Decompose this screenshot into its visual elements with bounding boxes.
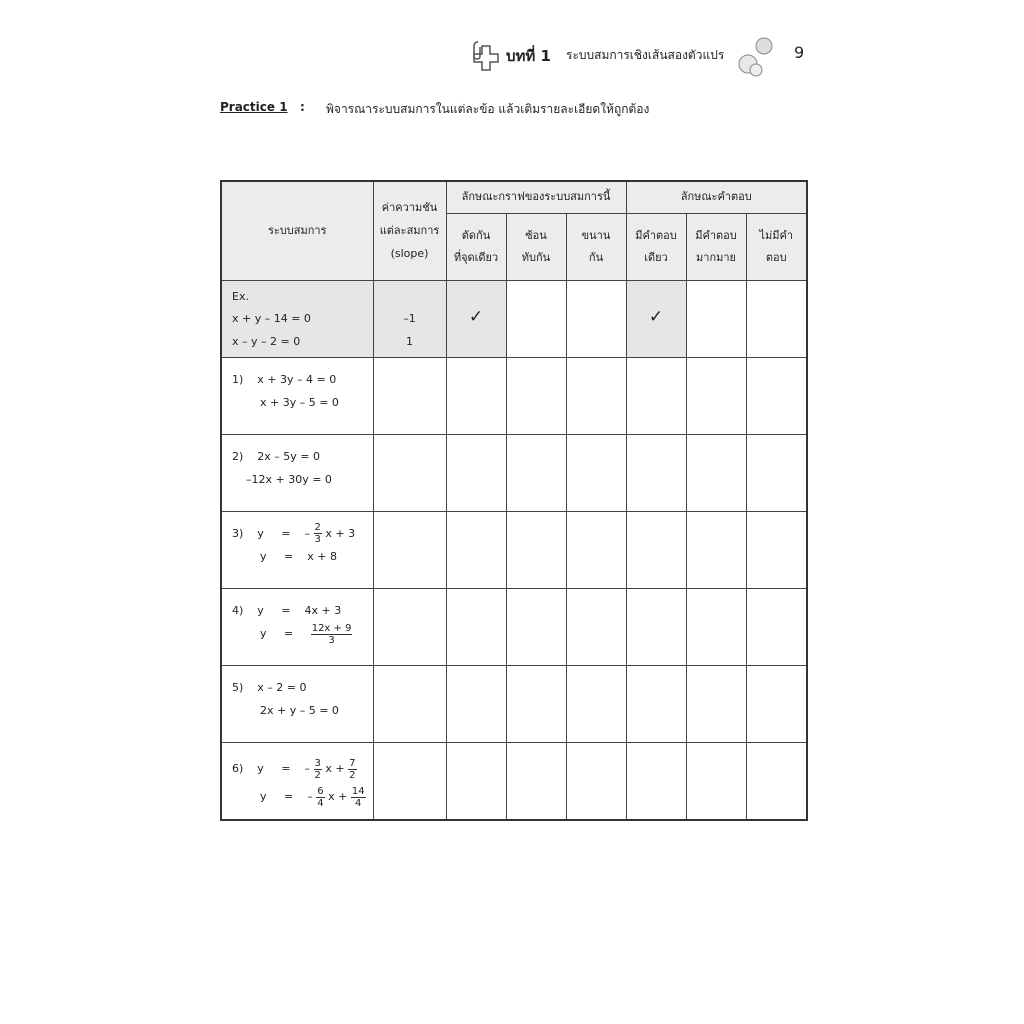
row-4-many[interactable] [686,589,746,666]
row-2-one[interactable] [626,434,686,511]
row-4-equations: 4) y = 4x + 3 y = $\frac{12x + 9}{3}$ [221,589,373,666]
header-many-solutions: มีคำตอบ มากมาย [686,213,746,280]
fraction: $\frac{12x + 9}{3}$ [311,622,352,646]
row-3-many[interactable] [686,511,746,588]
practice-heading [220,100,650,116]
table-row [221,589,807,666]
row-1-many[interactable] [686,357,746,434]
row-2-intersect[interactable] [446,434,506,511]
row-6-intersect[interactable] [446,743,506,820]
example-cell-overlap[interactable] [506,280,566,357]
row-3-slope[interactable] [373,511,446,588]
header-no-solution: ไม่มีคำ ตอบ [746,213,807,280]
practice-table [220,180,808,821]
row-6-parallel[interactable] [566,743,626,820]
example-check-one-solution: ✓ [626,280,686,357]
row-5-slope[interactable] [373,666,446,743]
page-number: 9 [794,43,805,62]
row-3-parallel[interactable] [566,511,626,588]
row-2-equations: 2) 2x – 5y = 0 –12x + 30y = 0 [221,434,373,511]
row-6-equations: 6) y = – $\frac{3}{2}$ x + $\frac{7}{2}$ y = – $\frac{6}{4}$ x + $\frac{14}{4}$ [221,743,373,820]
row-2-slope[interactable] [373,434,446,511]
row-4-overlap[interactable] [506,589,566,666]
row-1-equations: 1) x + 3y – 4 = 0 x + 3y – 5 = 0 [221,357,373,434]
row-1-slope[interactable] [373,357,446,434]
row-5-overlap[interactable] [506,666,566,743]
row-6-none[interactable] [746,743,807,820]
header-overlap: ซ้อน ทับกัน [506,213,566,280]
chapter-header [468,38,808,78]
header-slope: ค่าความชัน แต่ละสมการ (slope) [373,181,446,280]
example-check-intersect: ✓ [446,280,506,357]
table-row [221,511,807,588]
table-row [221,434,807,511]
row-4-parallel[interactable] [566,589,626,666]
chapter-subtitle: ระบบสมการเชิงเส้นสองตัวแปร [566,48,725,62]
row-3-overlap[interactable] [506,511,566,588]
fraction: $\frac{7}{2}$ [349,757,356,781]
row-2-overlap[interactable] [506,434,566,511]
practice-colon: : [300,100,305,114]
practice-label: Practice 1 [220,100,288,114]
row-5-none[interactable] [746,666,807,743]
row-6-overlap[interactable] [506,743,566,820]
example-cell-many[interactable] [686,280,746,357]
row-4-intersect[interactable] [446,589,506,666]
practice-instruction: พิจารณาระบบสมการในแต่ละข้อ แล้วเติมรายละเอียดให้ถูกต้อง [326,102,650,116]
example-row [221,280,807,357]
row-6-many[interactable] [686,743,746,820]
row-1-parallel[interactable] [566,357,626,434]
row-1-intersect[interactable] [446,357,506,434]
row-4-one[interactable] [626,589,686,666]
header-parallel: ขนาน กัน [566,213,626,280]
row-5-many[interactable] [686,666,746,743]
chapter-title: บทที่ 1 [506,47,551,65]
row-4-slope[interactable] [373,589,446,666]
example-slopes: –1 1 [373,280,446,357]
fraction: $\frac{2}{3}$ [314,522,321,546]
row-1-overlap[interactable] [506,357,566,434]
row-5-one[interactable] [626,666,686,743]
row-1-none[interactable] [746,357,807,434]
row-5-parallel[interactable] [566,666,626,743]
bubbles-icon [734,34,780,80]
header-intersect: ตัดกัน ที่จุดเดียว [446,213,506,280]
row-2-none[interactable] [746,434,807,511]
row-2-many[interactable] [686,434,746,511]
fraction: $\frac{3}{2}$ [314,757,321,781]
header-one-solution: มีคำตอบ เดียว [626,213,686,280]
row-3-equations: 3) y = – $\frac{2}{3}$ x + 3 y = x + 8 [221,511,373,588]
row-2-parallel[interactable] [566,434,626,511]
row-3-none[interactable] [746,511,807,588]
cross-paperclip-icon [468,38,504,74]
row-4-none[interactable] [746,589,807,666]
table-row [221,743,807,820]
row-5-intersect[interactable] [446,666,506,743]
row-6-slope[interactable] [373,743,446,820]
table-row [221,666,807,743]
example-equations: Ex. x + y – 14 = 0 x – y – 2 = 0 [221,280,373,357]
row-3-intersect[interactable] [446,511,506,588]
table-row [221,357,807,434]
header-system: ระบบสมการ [221,181,373,280]
fraction: $\frac{6}{4}$ [317,785,324,809]
header-graph-group: ลักษณะกราฟของระบบสมการนี้ [446,181,626,213]
fraction: $\frac{14}{4}$ [351,785,365,809]
row-5-equations: 5) x – 2 = 0 2x + y – 5 = 0 [221,666,373,743]
example-cell-parallel[interactable] [566,280,626,357]
row-6-one[interactable] [626,743,686,820]
row-3-one[interactable] [626,511,686,588]
example-cell-none[interactable] [746,280,807,357]
row-1-one[interactable] [626,357,686,434]
header-answer-group: ลักษณะคำตอบ [626,181,807,213]
